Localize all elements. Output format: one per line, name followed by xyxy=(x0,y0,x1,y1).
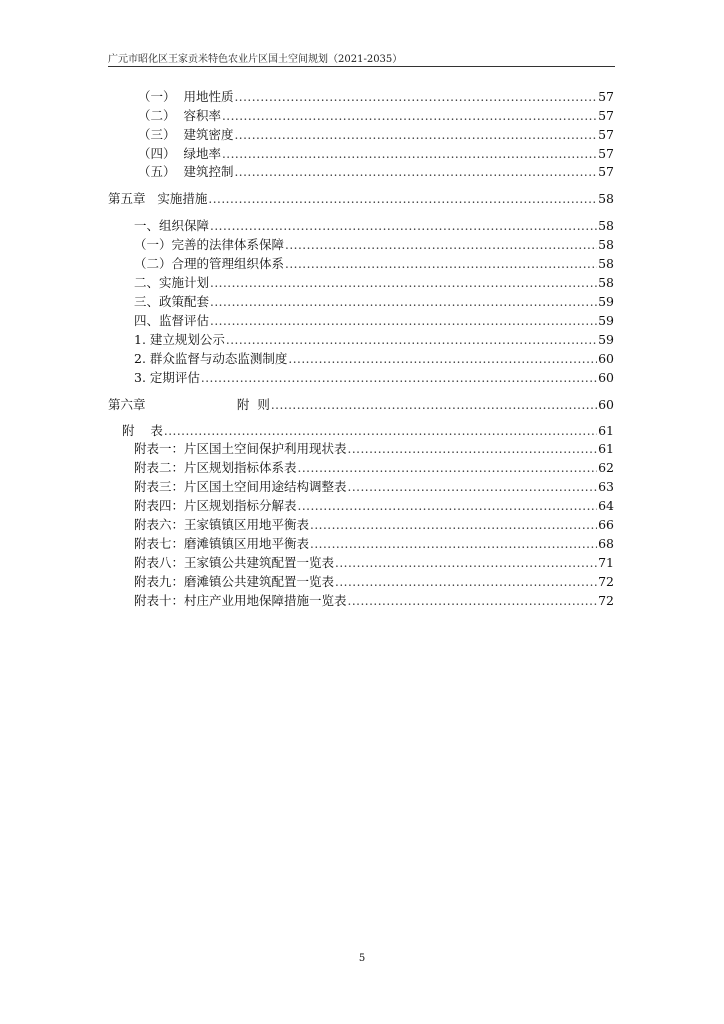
toc-entry[interactable] xyxy=(134,294,614,310)
toc-entry-title: 四、监督评估 xyxy=(134,313,210,328)
toc-entry-page: 71 xyxy=(598,555,614,570)
toc-entry-title: 二、实施计划 xyxy=(134,275,210,290)
toc-entry-title: （一）完善的法律体系保障 xyxy=(134,237,285,252)
dot-leader xyxy=(222,146,597,162)
toc-entry-page: 58 xyxy=(598,218,614,233)
dot-leader xyxy=(222,108,597,124)
toc-entry-page: 62 xyxy=(598,460,614,475)
dot-leader xyxy=(335,555,597,571)
toc-entry-title: 附表七：磨滩镇镇区用地平衡表 xyxy=(134,536,310,551)
dot-leader xyxy=(348,441,598,457)
dot-leader xyxy=(348,479,598,495)
toc-chapter-entry[interactable] xyxy=(108,191,614,207)
toc-entry-title: 三、政策配套 xyxy=(134,294,210,309)
toc-entry[interactable] xyxy=(138,108,614,124)
dot-leader xyxy=(234,127,597,143)
toc-entry[interactable] xyxy=(134,593,614,609)
toc-entry-page: 57 xyxy=(598,108,614,123)
toc-entry-page: 58 xyxy=(598,237,614,252)
dot-leader xyxy=(210,294,597,310)
dot-leader xyxy=(335,574,597,590)
dot-leader xyxy=(310,517,597,533)
dot-leader xyxy=(234,89,597,105)
toc-entry[interactable] xyxy=(134,256,614,272)
toc-entry-page: 61 xyxy=(598,441,614,456)
dot-leader xyxy=(210,218,597,234)
toc-entry-page: 72 xyxy=(598,593,614,608)
toc-entry-title: 3. 定期评估 xyxy=(134,370,200,385)
toc-entry[interactable] xyxy=(122,423,614,439)
toc-entry-title: （二）合理的管理组织体系 xyxy=(134,256,285,271)
header-rule xyxy=(108,66,615,67)
toc-entry-title: 附 表 xyxy=(122,423,163,438)
toc-entry-title: （二） 容积率 xyxy=(138,108,221,123)
dot-leader xyxy=(210,275,597,291)
dot-leader xyxy=(310,536,597,552)
toc-entry-title: 附表十：村庄产业用地保障措施一览表 xyxy=(134,593,347,608)
toc-entry-title: 一、组织保障 xyxy=(134,218,210,233)
toc-entry-page: 58 xyxy=(598,256,614,271)
toc-entry-page: 59 xyxy=(598,332,614,347)
toc-entry-title: 附表一：片区国土空间保护利用现状表 xyxy=(134,441,347,456)
toc-entry-page: 64 xyxy=(598,498,614,513)
toc-entry-page: 60 xyxy=(598,397,614,412)
toc-entry[interactable] xyxy=(134,275,614,291)
dot-leader xyxy=(298,460,598,476)
toc-entry[interactable] xyxy=(138,89,614,105)
dot-leader xyxy=(226,332,597,348)
dot-leader xyxy=(348,593,598,609)
toc-entry-page: 59 xyxy=(598,294,614,309)
toc-entry-title: 1. 建立规划公示 xyxy=(134,332,225,347)
toc-entry[interactable] xyxy=(138,146,614,162)
toc-entry-page: 63 xyxy=(598,479,614,494)
toc-entry-page: 68 xyxy=(598,536,614,551)
toc-entry-page: 57 xyxy=(598,127,614,142)
toc-entry[interactable] xyxy=(134,460,614,476)
toc-entry-title: 第五章 实施措施 xyxy=(108,191,208,206)
toc-entry-title: 附表九：磨滩镇公共建筑配置一览表 xyxy=(134,574,335,589)
dot-leader xyxy=(288,351,597,367)
toc-entry[interactable] xyxy=(138,164,614,180)
toc-entry[interactable] xyxy=(134,536,614,552)
toc-entry[interactable] xyxy=(134,218,614,234)
toc-entry-title: 第六章 附 则 xyxy=(108,397,270,412)
toc-entry-title: 附表六：王家镇镇区用地平衡表 xyxy=(134,517,310,532)
toc-entry-title: （四） 绿地率 xyxy=(138,146,221,161)
dot-leader xyxy=(298,498,598,514)
dot-leader xyxy=(234,164,597,180)
toc-entry[interactable] xyxy=(134,237,614,253)
toc-entry-page: 72 xyxy=(598,574,614,589)
dot-leader xyxy=(271,397,597,413)
toc-entry-page: 60 xyxy=(598,370,614,385)
toc-entry[interactable] xyxy=(134,370,614,386)
toc-entry-page: 58 xyxy=(598,191,614,206)
toc-entry-title: 2. 群众监督与动态监测制度 xyxy=(134,351,288,366)
dot-leader xyxy=(201,370,597,386)
toc-entry-title: （一） 用地性质 xyxy=(138,89,234,104)
toc-entry[interactable] xyxy=(138,127,614,143)
toc-entry-title: （五） 建筑控制 xyxy=(138,164,234,179)
toc-entry-page: 60 xyxy=(598,351,614,366)
toc-entry[interactable] xyxy=(134,498,614,514)
toc-entry-title: 附表二：片区规划指标体系表 xyxy=(134,460,297,475)
dot-leader xyxy=(208,191,597,207)
toc-entry-page: 61 xyxy=(598,423,614,438)
toc-entry[interactable] xyxy=(134,332,614,348)
toc-entry[interactable] xyxy=(134,517,614,533)
toc-entry[interactable] xyxy=(134,479,614,495)
page-number: 5 xyxy=(358,953,366,964)
toc-entry-title: （三） 建筑密度 xyxy=(138,127,234,142)
toc-entry-page: 58 xyxy=(598,275,614,290)
toc-entry[interactable] xyxy=(134,574,614,590)
toc-entry-page: 57 xyxy=(598,89,614,104)
toc-entry-title: 附表三：片区国土空间用途结构调整表 xyxy=(134,479,347,494)
toc-chapter-entry[interactable] xyxy=(108,397,614,413)
toc-entry-page: 57 xyxy=(598,146,614,161)
toc-entry-page: 59 xyxy=(598,313,614,328)
dot-leader xyxy=(210,313,597,329)
toc-entry[interactable] xyxy=(134,441,614,457)
toc-entry-title: 附表四：片区规划指标分解表 xyxy=(134,498,297,513)
toc-entry-title: 附表八：王家镇公共建筑配置一览表 xyxy=(134,555,335,570)
dot-leader xyxy=(285,237,597,253)
toc-entry[interactable] xyxy=(134,555,614,571)
toc-entry[interactable] xyxy=(134,351,614,367)
toc-entry-page: 57 xyxy=(598,164,614,179)
dot-leader xyxy=(164,423,597,439)
toc-entry[interactable] xyxy=(134,313,614,329)
dot-leader xyxy=(285,256,597,272)
toc-entry-page: 66 xyxy=(598,517,614,532)
running-header: 广元市昭化区王家贡米特色农业片区国土空间规划（2021-2035） xyxy=(108,54,403,65)
